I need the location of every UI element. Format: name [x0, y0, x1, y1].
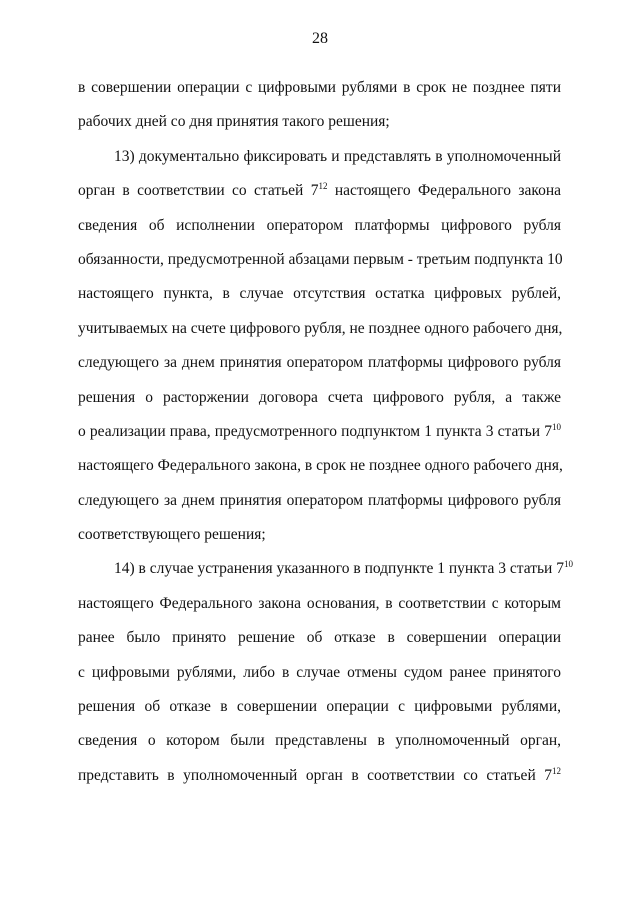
- document-body: [78, 71, 573, 793]
- text-line: следующего за днем принятия оператором платформы цифрового рубля: [78, 491, 561, 509]
- text-line: решения об отказе в совершении операции с цифровыми рублями,: [78, 698, 561, 716]
- text-line: ранее было принято решение об отказе в совершении операции: [78, 629, 561, 647]
- text-line: решения о расторжении договора счета цифрового рубля, а также: [78, 388, 561, 406]
- text-line: в совершении операции с цифровыми рублями в срок не позднее пяти: [78, 79, 561, 96]
- paragraph-item-14: [78, 552, 573, 793]
- text-line: рабочих дней со дня принятия такого решения;: [78, 113, 390, 131]
- text-line: сведения о котором были представлены в уполномоченный орган,: [78, 732, 561, 750]
- text-line: следующего за днем принятия оператором платформы цифрового рубля: [78, 354, 561, 372]
- text-line: настоящего Федерального закона основания, в соответствии с которым: [78, 594, 561, 612]
- text-line: 13) документально фиксировать и представлять в уполномоченный: [114, 147, 561, 165]
- page-number: 28: [312, 30, 328, 47]
- text-line: настоящего Федерального закона, в срок не позднее одного рабочего дня,: [78, 457, 563, 475]
- text-line: о реализации права, предусмотренного подпунктом 1 пункта 3 статьи $7^{10}$: [78, 421, 561, 440]
- text-line: представить в уполномоченный орган в соответствии со статьей $7^{12}$: [78, 765, 561, 784]
- text-line: с цифровыми рублями, либо в случае отмены судом ранее принятого: [78, 663, 561, 681]
- text-line: учитываемых на счете цифрового рубля, не позднее одного рабочего дня,: [78, 319, 563, 337]
- article-superscript: 12: [552, 765, 561, 776]
- text-line: соответствующего решения;: [78, 526, 266, 544]
- text-line: сведения об исполнении оператором платформы цифрового рубля: [78, 216, 561, 234]
- text-line: орган в соответствии со статьей $7^{12}$ настоящего Федерального закона: [78, 181, 561, 200]
- article-superscript: 12: [318, 181, 328, 192]
- text-line: настоящего пункта, в случае отсутствия остатка цифровых рублей,: [78, 285, 561, 303]
- text-line: обязанности, предусмотренной абзацами первым - третьим подпункта 10: [78, 250, 563, 268]
- article-superscript: 10: [563, 559, 573, 570]
- text-line: 14) в случае устранения указанного в подпункте 1 пункта 3 статьи $7^{10}$: [114, 559, 573, 578]
- paragraph-item-13: [78, 140, 561, 553]
- article-superscript: 10: [552, 421, 561, 432]
- paragraph-continuation: [78, 71, 561, 140]
